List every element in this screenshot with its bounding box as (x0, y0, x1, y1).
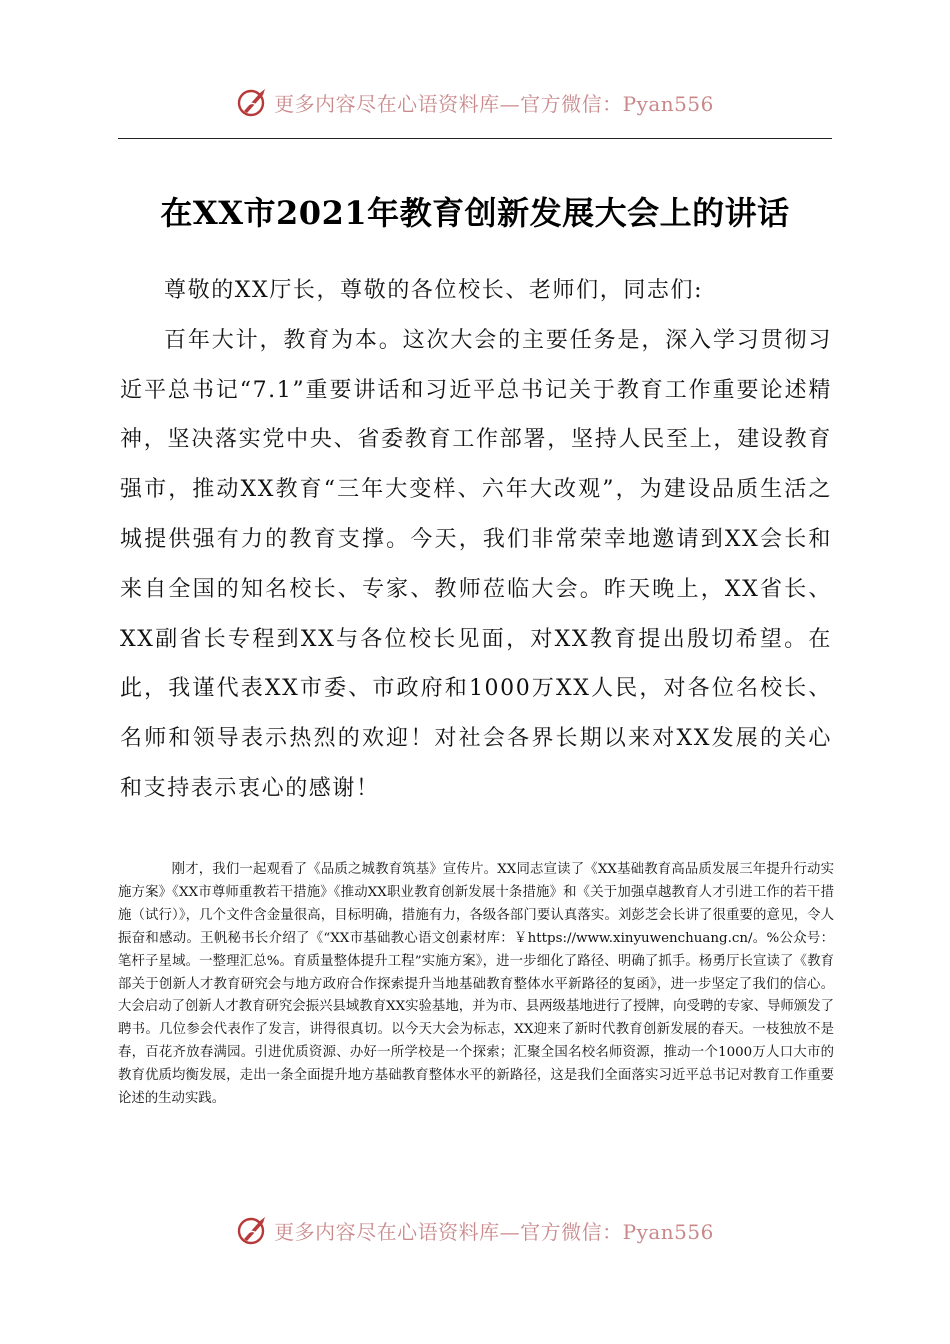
paragraph-1: 百年大计，教育为本。这次大会的主要任务是，深入学习贯彻习近平总书记“7.1”重要讲话和习近平总书记关于教育工作重要论述精神，坚决落实党中央、省委教育工作部署，坚持人民至上，建设教育强市，推动XX教育“三年大变样、六年大改观”，为建设品质生活之城提供强有力的教育支撑。今天，我们非常荣幸地邀请到XX会长和来自全国的知名校长、专家、教师莅临大会。昨天晚上，XX省长、XX副省长专程到XX与各位校长见面，对XX教育提出殷切希望。在此，我谨代表XX市委、市政府和1000万XX人民，对各位名校长、名师和领导表示热烈的欢迎！对社会各界长期以来对XX发展的关心和支持表示衷心的感谢！ (120, 327, 832, 801)
footer-banner-text: 更多内容尽在心语资料库—官方微信：Pyan556 (274, 1219, 714, 1244)
header-banner-text: 更多内容尽在心语资料库—官方微信：Pyan556 (274, 91, 714, 116)
speech-body-large (120, 266, 832, 814)
footer-banner (0, 1210, 950, 1250)
header-banner (0, 82, 950, 122)
speech-body-small (118, 859, 834, 1111)
paragraph-2: 刚才，我们一起观看了《品质之城教育筑基》宣传片。XX同志宣读了《XX基础教育高品质发展三年提升行动实施方案》《XX市尊师重教若干措施》《推动XX职业教育创新发展十条措施》和《关于加强卓越教育人才引进工作的若干措施（试行）》，几个文件含金量很高，目标明确，措施有力，各级各部门要认真落实。刘彭芝会长讲了很重要的意见，令人振奋和感动。王帆秘书长介绍了《“XX市基础教心语文创素材库：￥https://www.xinyuwenchuang.cn/。%公众号：笔杆子星域。一整理汇总%。育质量整体提升工程”实施方案》，进一步细化了路径、明确了抓手。杨勇厅长宣读了《教育部关于创新人才教育研究会与地方政府合作探索提升当地基础教育整体水平新路径的复函》，进一步坚定了我们的信心。大会启动了创新人才教育研究会振兴县域教育XX实验基地，并为市、县两级基地进行了授牌，向受聘的专家、导师颁发了聘书。几位参会代表作了发言，讲得很真切。以今天大会为标志，XX迎来了新时代教育创新发展的春天。一枝独放不是春，百花齐放春满园。引进优质资源、办好一所学校是一个探索；汇聚全国名校名师资源，推动一个1000万人口大市的教育优质均衡发展，走出一条全面提升地方基础教育整体水平的新路径，这是我们全面落实习近平总书记对教育工作重要论述的生动实践。 (118, 862, 834, 1107)
pen-logo-icon (236, 85, 270, 119)
header-divider (118, 138, 832, 139)
salutation: 尊敬的XX厅长，尊敬的各位校长、老师们，同志们: (164, 278, 704, 303)
pen-logo-icon (236, 1213, 270, 1247)
page-title: 在XX市2021年教育创新发展大会上的讲话 (160, 194, 790, 232)
